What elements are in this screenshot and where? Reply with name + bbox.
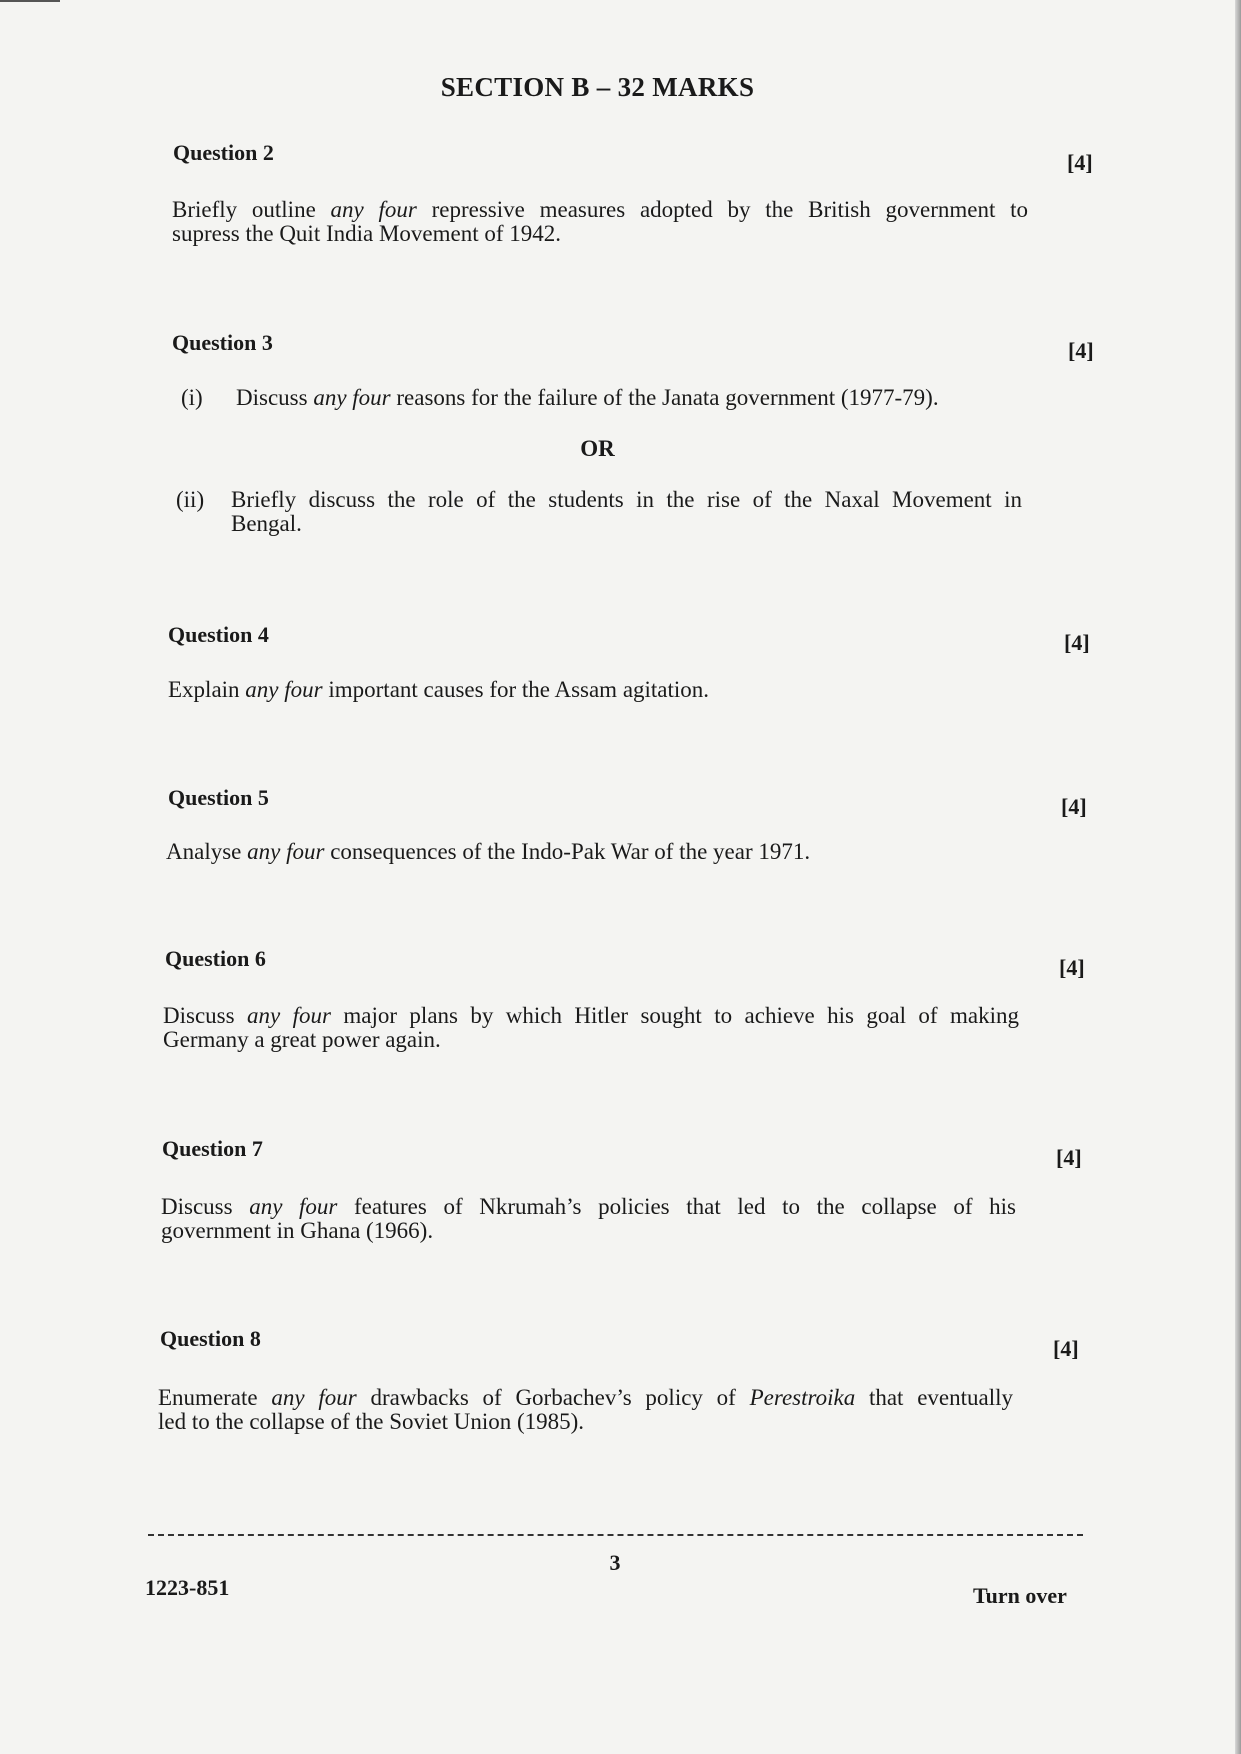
option-i-text: Discuss any four reasons for the failure of the Janata government (1977-79).: [236, 385, 939, 410]
question-6-text-line-1: Discuss any four major plans by which Hitler sought to achieve his goal of making: [163, 1003, 1019, 1028]
scan-page-edge: [1235, 0, 1241, 1754]
question-6-heading: Question 6: [165, 946, 266, 971]
question-3-heading: Question 3: [172, 330, 273, 355]
question-8-text-line-2: led to the collapse of the Soviet Union (1985).: [158, 1409, 585, 1434]
option-i-number: (i): [181, 385, 203, 410]
question-2-text-line-1: Briefly outline any four repressive measures adopted by the British government to: [172, 197, 1028, 222]
option-ii-text-line-2: Bengal.: [231, 511, 302, 536]
or-separator: OR: [580, 436, 615, 461]
question-5-marks: [4]: [1061, 794, 1087, 819]
question-7-heading: Question 7: [162, 1136, 263, 1161]
question-3-option-ii: [176, 488, 1022, 538]
turn-over-note: Turn over: [973, 1583, 1067, 1608]
question-4-heading: Question 4: [168, 622, 269, 647]
question-6-marks: [4]: [1059, 955, 1085, 980]
question-2-text-line-2: supress the Quit India Movement of 1942.: [172, 221, 562, 246]
question-7-text-line-1: Discuss any four features of Nkrumah’s policies that led to the collapse of his: [161, 1194, 1016, 1219]
scan-corner-mark: [0, 0, 60, 2]
question-8-text-line-1: Enumerate any four drawbacks of Gorbachev’s policy of Perestroika that eventually: [158, 1385, 1013, 1410]
footer-dashed-divider: [148, 1534, 1083, 1536]
question-3-marks: [4]: [1068, 338, 1094, 363]
question-5-heading: Question 5: [168, 785, 269, 810]
question-5-text: Analyse any four consequences of the Indo-Pak War of the year 1971.: [166, 839, 811, 864]
option-ii-text-line-1: Briefly discuss the role of the students in the rise of the Naxal Movement in: [231, 487, 1022, 512]
question-4-text: Explain any four important causes for the Assam agitation.: [168, 677, 710, 702]
question-7-marks: [4]: [1056, 1145, 1082, 1170]
question-4-marks: [4]: [1064, 630, 1090, 655]
question-7-text-line-2: government in Ghana (1966).: [161, 1218, 434, 1243]
page-number: 3: [609, 1550, 621, 1575]
question-2-heading: Question 2: [173, 140, 274, 165]
question-8-marks: [4]: [1053, 1336, 1079, 1361]
section-title: SECTION B – 32 MARKS: [440, 72, 755, 102]
question-6-text-line-2: Germany a great power again.: [163, 1027, 441, 1052]
question-2-marks: [4]: [1067, 150, 1093, 175]
question-8-heading: Question 8: [160, 1326, 261, 1351]
option-ii-number: (ii): [176, 487, 205, 512]
paper-code: 1223-851: [145, 1575, 230, 1600]
